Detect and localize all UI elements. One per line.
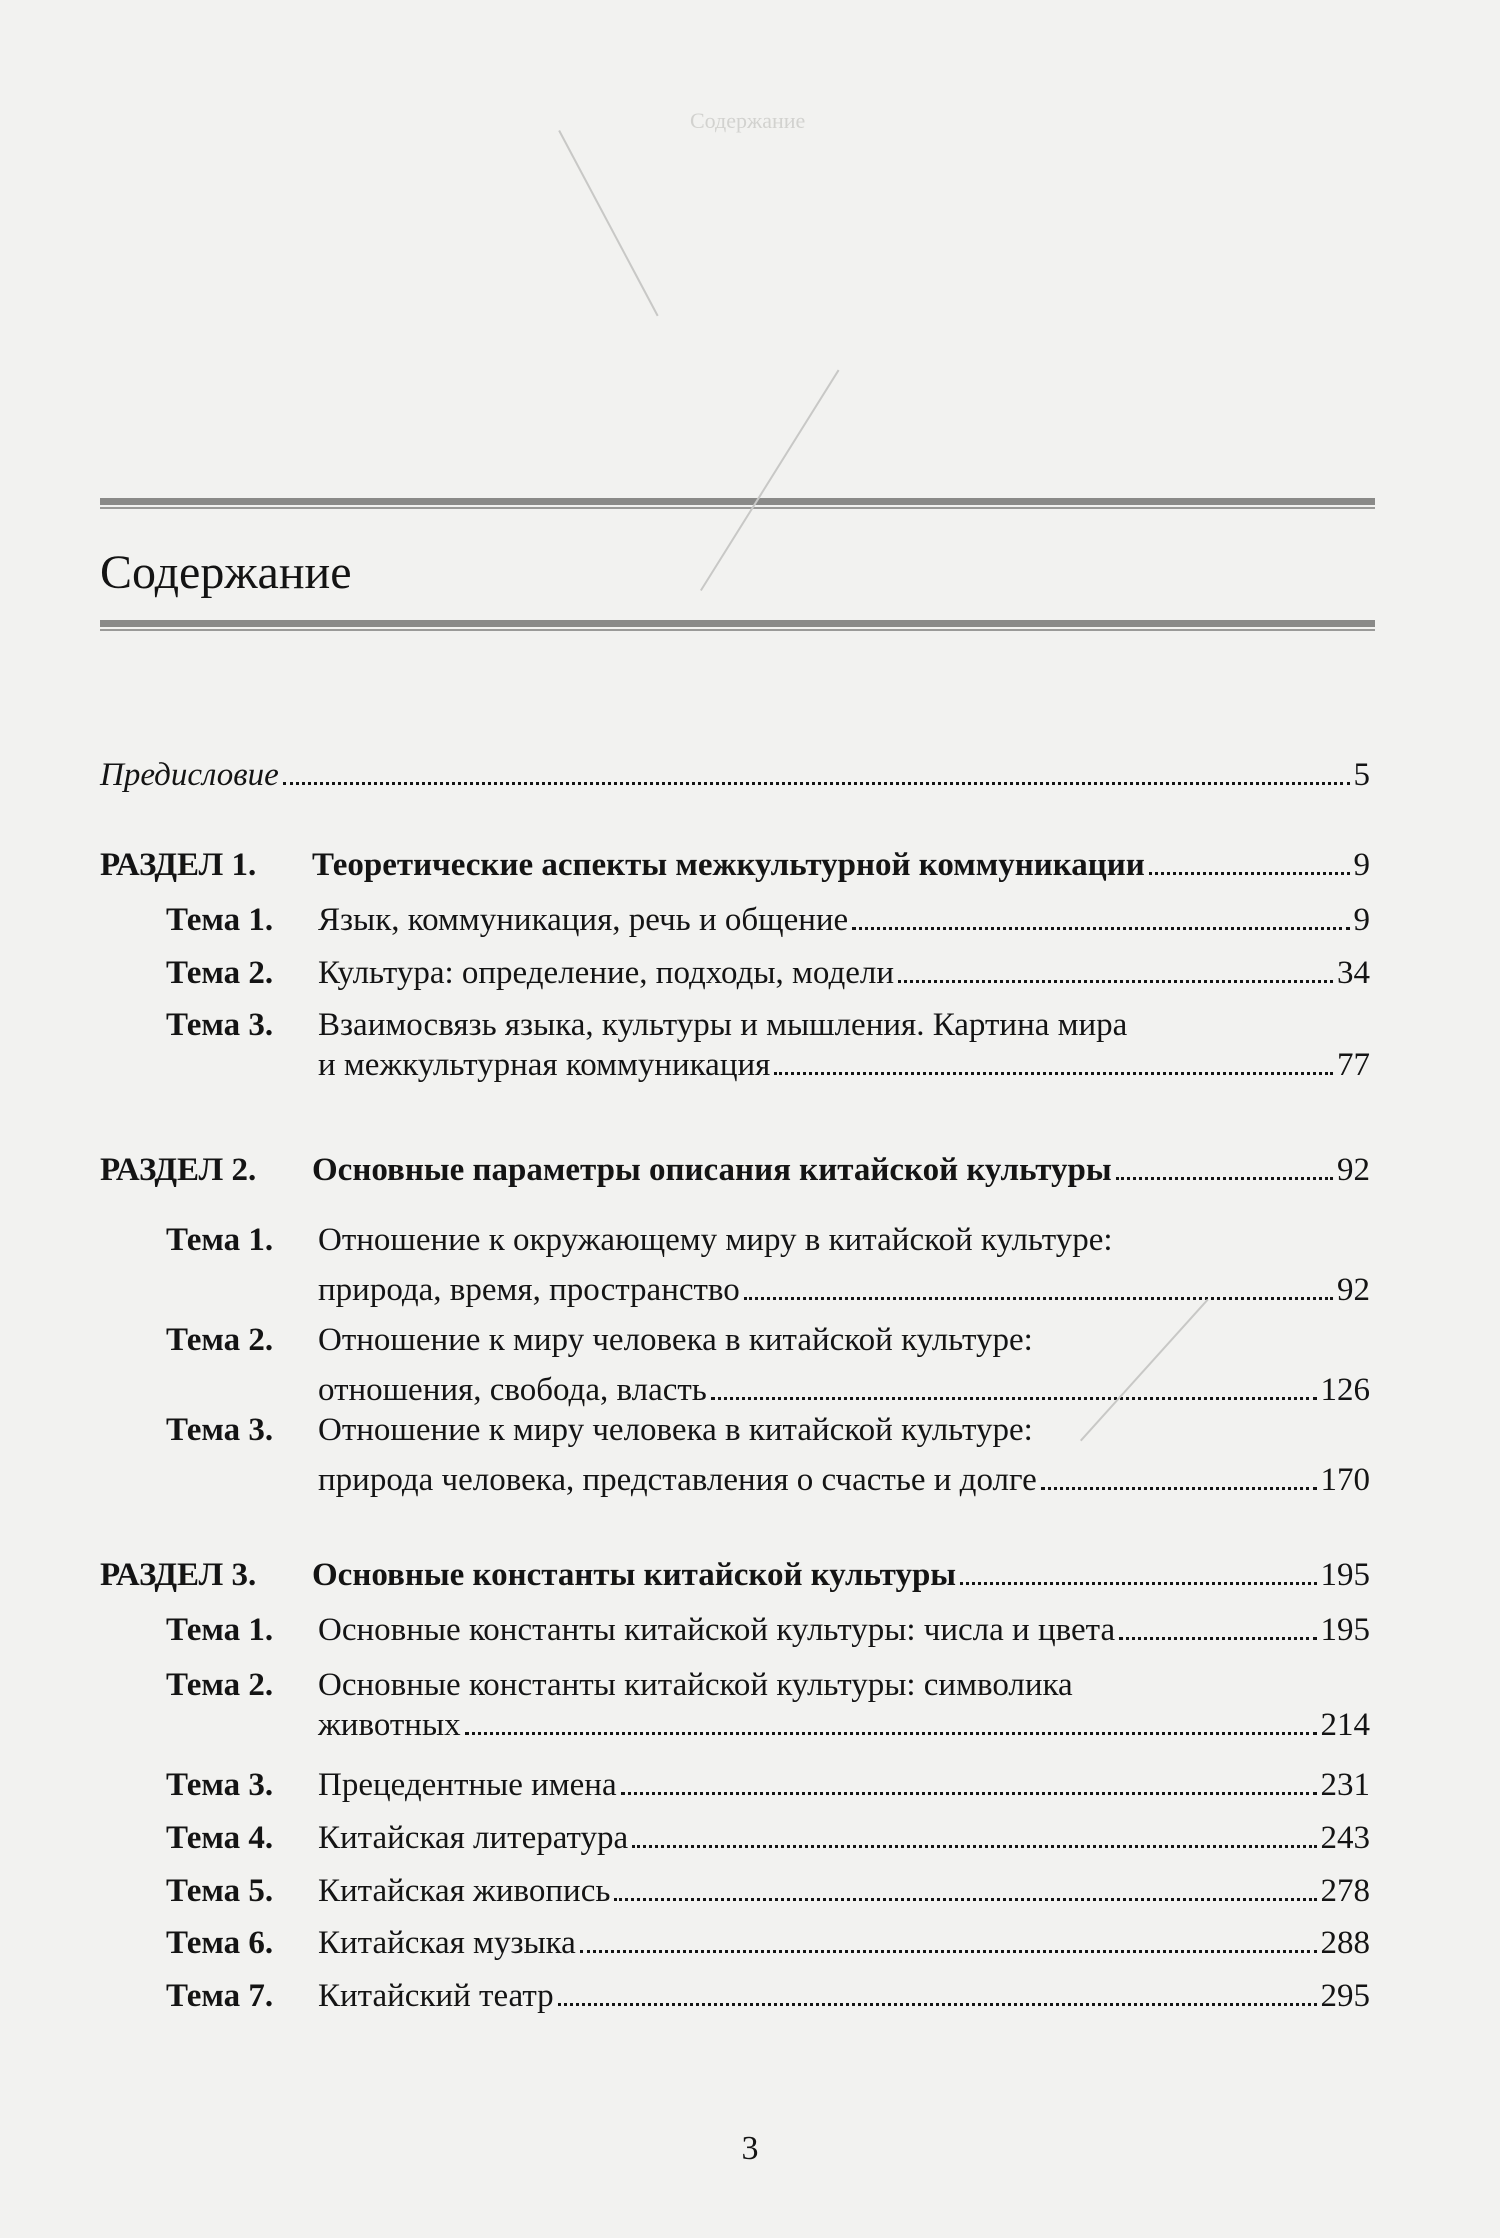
toc-entry <box>100 845 1370 885</box>
dot-leader <box>1149 872 1350 875</box>
toc-entry-text: Отношение к миру человека в китайской культуре: <box>318 1322 1033 1358</box>
toc-entry <box>100 1150 1370 1190</box>
toc-page-number: 92 <box>1337 1272 1370 1308</box>
toc-page-number: 9 <box>1353 847 1370 883</box>
toc-entry-text: Основные константы китайской культуры <box>312 1557 957 1593</box>
dot-leader <box>774 1072 1333 1075</box>
toc-entry-label: Тема 3. <box>166 1767 274 1803</box>
toc-entry-text: Язык, коммуникация, речь и общение <box>318 902 849 938</box>
dot-leader <box>283 782 1350 785</box>
toc-page-number: 195 <box>1320 1557 1370 1593</box>
top-rule <box>100 498 1375 505</box>
toc-entry-line <box>318 1705 1370 1745</box>
toc-entry-line <box>100 1005 1370 1045</box>
dot-leader <box>1041 1487 1317 1490</box>
toc-entry-label: Тема 5. <box>166 1873 274 1909</box>
toc-entry-line <box>100 1923 1370 1963</box>
page-title: Содержание <box>100 546 352 599</box>
toc-entry <box>100 1923 1370 1963</box>
toc-entry-line <box>100 1976 1370 2016</box>
toc-entry-line <box>100 1150 1370 1190</box>
toc-page-number: 126 <box>1320 1372 1370 1408</box>
toc-entry-line <box>100 1220 1370 1260</box>
toc-entry-line <box>100 755 1370 795</box>
toc-entry-label: Тема 3. <box>166 1007 274 1043</box>
toc-entry-line <box>100 1871 1370 1911</box>
toc-entry-line <box>318 1370 1370 1410</box>
toc-page-number: 195 <box>1320 1612 1370 1648</box>
toc-entry <box>100 1976 1370 2016</box>
toc-entry-label: Тема 2. <box>166 955 274 991</box>
toc-entry-line <box>100 1610 1370 1650</box>
toc-entry-label: Тема 3. <box>166 1412 274 1448</box>
toc-entry <box>100 1610 1370 1650</box>
toc-entry-text: Культура: определение, подходы, модели <box>318 955 895 991</box>
toc-entry-label: Тема 1. <box>166 1612 274 1648</box>
toc-entry-label: РАЗДЕЛ 3. <box>100 1557 257 1593</box>
toc-entry-text: Основные параметры описания китайской культуры <box>312 1152 1112 1188</box>
toc-entry-text: Китайская музыка <box>318 1925 576 1961</box>
toc-page-number: 77 <box>1337 1047 1370 1083</box>
toc-entry-label: Тема 4. <box>166 1820 274 1856</box>
toc-entry-line <box>100 1320 1370 1360</box>
dot-leader <box>621 1792 1317 1795</box>
dot-leader <box>852 927 1349 930</box>
toc-page-number: 278 <box>1320 1873 1370 1909</box>
ghost-header: Содержание <box>690 108 806 133</box>
toc-entry <box>100 1871 1370 1911</box>
toc-entry-text: Отношение к окружающему миру в китайской культуре: <box>318 1222 1113 1258</box>
toc-entry-text: Китайская литература <box>318 1820 629 1856</box>
toc-entry <box>100 953 1370 993</box>
toc-entry-label: Тема 2. <box>166 1667 274 1703</box>
toc-entry-line <box>100 1410 1370 1450</box>
toc-entry-text: Основные константы китайской культуры: символика <box>318 1667 1073 1703</box>
dot-leader <box>465 1732 1317 1735</box>
toc-entry-line <box>100 1665 1370 1705</box>
dot-leader <box>1119 1637 1316 1640</box>
dot-leader <box>1116 1177 1333 1180</box>
dot-leader <box>632 1845 1316 1848</box>
dot-leader <box>898 980 1333 983</box>
toc-entry <box>100 755 1370 795</box>
toc-entry-text: и межкультурная коммуникация <box>318 1047 771 1083</box>
toc-entry-text: Основные константы китайской культуры: числа и цвета <box>318 1612 1116 1648</box>
toc-page-number: 214 <box>1320 1707 1370 1743</box>
toc-page-number: 92 <box>1337 1152 1370 1188</box>
page-number: 3 <box>741 2130 759 2167</box>
toc-page-number: 34 <box>1337 955 1370 991</box>
toc-entry-text: Предисловие <box>100 757 279 793</box>
toc-entry-line <box>100 953 1370 993</box>
toc-entry-label: Тема 6. <box>166 1925 274 1961</box>
toc-entry-line <box>100 1765 1370 1805</box>
dot-leader <box>711 1397 1317 1400</box>
toc-entry-line <box>100 900 1370 940</box>
toc-page-number: 231 <box>1320 1767 1370 1803</box>
dot-leader <box>580 1950 1317 1953</box>
dot-leader <box>558 2003 1317 2006</box>
toc-entry-label: Тема 2. <box>166 1322 274 1358</box>
toc-entry-line <box>318 1270 1370 1310</box>
toc-entry-text: природа человека, представления о счастье и долге <box>318 1462 1037 1498</box>
toc-entry-label: РАЗДЕЛ 2. <box>100 1152 257 1188</box>
toc-entry <box>100 1555 1370 1595</box>
toc-entry-line <box>318 1460 1370 1500</box>
toc-entry-text: животных <box>318 1707 461 1743</box>
toc-page-number: 295 <box>1320 1978 1370 2014</box>
dot-leader <box>744 1297 1333 1300</box>
toc-entry-line <box>100 1818 1370 1858</box>
toc-entry-line <box>100 1555 1370 1595</box>
toc-entry-label: РАЗДЕЛ 1. <box>100 847 257 883</box>
toc-entry-text: Взаимосвязь языка, культуры и мышления. Картина мира <box>318 1007 1128 1043</box>
toc-entry <box>100 1220 1370 1310</box>
toc-entry <box>100 1765 1370 1805</box>
toc-entry <box>100 900 1370 940</box>
toc-page-number: 288 <box>1320 1925 1370 1961</box>
toc-entry-text: Отношение к миру человека в китайской культуре: <box>318 1412 1033 1448</box>
dot-leader <box>614 1898 1316 1901</box>
toc-entry <box>100 1320 1370 1410</box>
toc-entry-label: Тема 7. <box>166 1978 274 2014</box>
title-rule <box>100 620 1375 627</box>
toc-entry <box>100 1665 1370 1745</box>
toc-entry-text: Китайский театр <box>318 1978 554 2014</box>
toc-page-number: 170 <box>1320 1462 1370 1498</box>
toc-entry-text: природа, время, пространство <box>318 1272 740 1308</box>
ghost-show-through <box>110 180 1370 510</box>
toc-entry-line <box>318 1045 1370 1085</box>
toc-page-number: 5 <box>1353 757 1370 793</box>
toc-entry <box>100 1410 1370 1500</box>
toc-page-number: 243 <box>1320 1820 1370 1856</box>
toc-entry-text: Китайская живопись <box>318 1873 611 1909</box>
toc-page-number: 9 <box>1353 902 1370 938</box>
toc-entry-line <box>100 845 1370 885</box>
dot-leader <box>960 1582 1316 1585</box>
toc-entry-label: Тема 1. <box>166 902 274 938</box>
toc-entry-label: Тема 1. <box>166 1222 274 1258</box>
toc-entry-text: Прецедентные имена <box>318 1767 617 1803</box>
toc-entry <box>100 1005 1370 1085</box>
toc-entry-text: отношения, свобода, власть <box>318 1372 707 1408</box>
toc-entry <box>100 1818 1370 1858</box>
toc-entry-text: Теоретические аспекты межкультурной коммуникации <box>312 847 1145 883</box>
